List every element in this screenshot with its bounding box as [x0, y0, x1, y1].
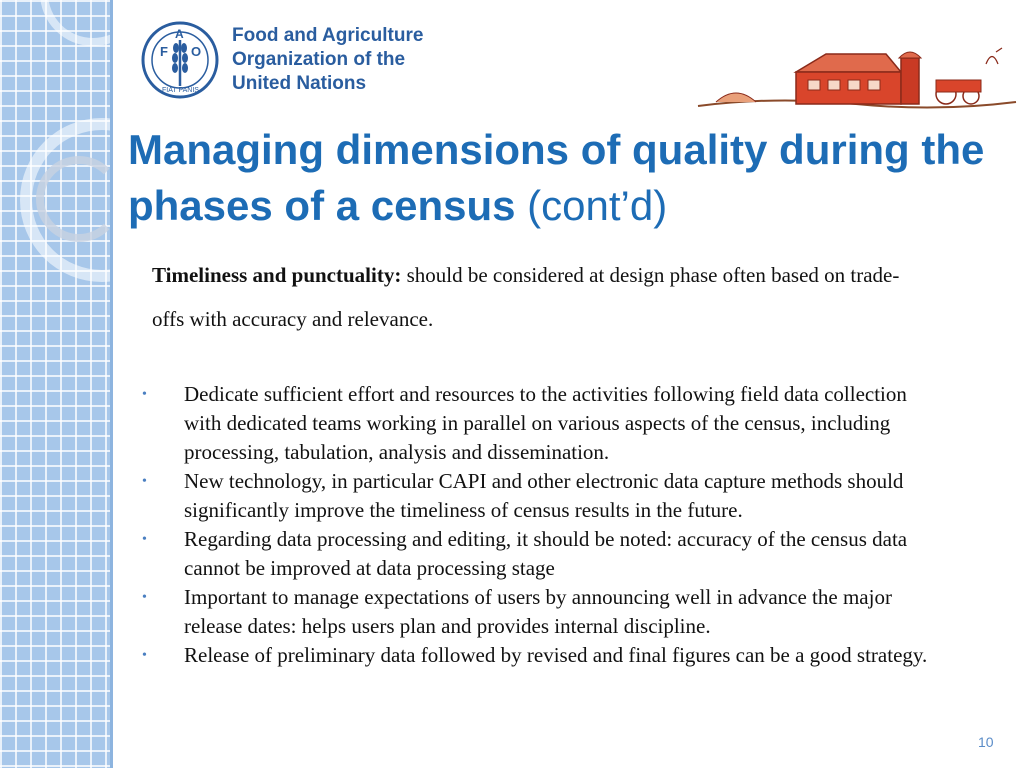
list-item: [140, 467, 930, 525]
emblem-letter-o: O: [191, 44, 202, 59]
list-item: [140, 525, 930, 583]
fao-emblem-icon: [140, 20, 220, 100]
intro-label: Timeliness and punctuality:: [152, 263, 402, 287]
emblem-letter-a: A: [175, 27, 184, 41]
bullet-icon: •: [142, 387, 147, 402]
emblem-motto: FIAT PANIS: [162, 87, 199, 94]
bullet-text: Release of preliminary data followed by revised and final figures can be a good strategy.: [184, 643, 928, 667]
bullet-icon: •: [142, 532, 147, 547]
bullet-text: Important to manage expectations of users by announcing well in advance the major release dates: helps users plan and provides internal discipline.: [184, 585, 892, 638]
list-item: [140, 641, 930, 670]
list-item: [140, 380, 930, 467]
bullet-icon: •: [142, 474, 147, 489]
bullet-icon: •: [142, 648, 147, 663]
slide-title: [128, 122, 1008, 234]
decorative-arc: [36, 156, 113, 242]
emblem-letter-f: F: [160, 44, 168, 59]
organization-name: [232, 24, 423, 96]
bullet-list: [140, 380, 930, 670]
farm-illustration-icon: [696, 44, 1018, 114]
intro-paragraph: [152, 253, 922, 341]
org-name-line: Food and Agriculture: [232, 25, 424, 46]
bullet-icon: •: [142, 590, 147, 605]
org-name-line: Organization of the: [232, 49, 406, 70]
intro-text: should be considered at design phase often based on trade-offs with accuracy and relevance.: [152, 263, 900, 331]
bullet-text: Regarding data processing and editing, it should be noted: accuracy of the census data cannot be improved at data processing stage: [184, 527, 908, 580]
org-name-line: United Nations: [232, 73, 367, 94]
page-number: 10: [978, 734, 994, 750]
decorative-grid-strip: [0, 0, 113, 768]
bullet-text: New technology, in particular CAPI and other electronic data capture methods should significantly improve the timeliness of census results in the future.: [184, 469, 904, 522]
list-item: [140, 583, 930, 641]
fao-logo: [140, 20, 423, 100]
decorative-arc: [40, 0, 113, 46]
bullet-text: Dedicate sufficient effort and resources to the activities following field data collection with dedicated teams working in parallel on various aspects of the census, including processing, tabulation, analysis and dissemination.: [184, 382, 907, 464]
slide-title-suffix: (cont’d): [527, 182, 668, 229]
slide-title-main: Managing dimensions of quality during the phases of a census: [128, 126, 985, 229]
strip-edge: [110, 0, 113, 768]
